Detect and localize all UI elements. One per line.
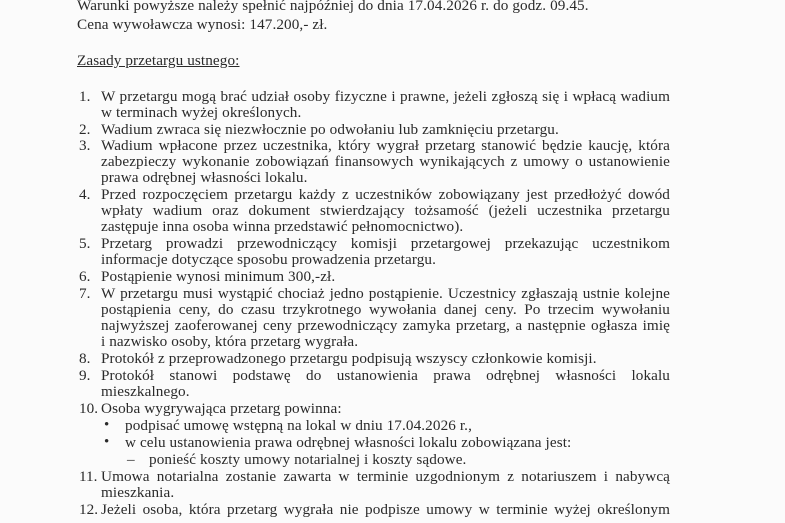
item-number: 6. — [79, 268, 91, 285]
item-2-line-1: Wadium zwraca się niezwłocznie po odwołaniu lub zamknięciu przetargu. — [101, 121, 559, 138]
item-10-dash-1: ponieść koszty umowy notarialnej i koszty sądowe. — [149, 451, 467, 468]
item-4-line-1: Przed rozpoczęciem przetargu każdy z uczestników zobowiązany jest przedłożyć dowód — [101, 186, 670, 203]
item-11-line-2: mieszkania. — [101, 484, 175, 501]
item-7-line-2: postąpienia ceny, do czasu trzykrotnego wywołania danej ceny. Po trzecim wywołaniu — [101, 301, 670, 318]
bullet-icon: • — [104, 417, 110, 433]
item-1-line-2: w terminach wyżej określonych. — [101, 104, 302, 121]
item-number: 3. — [79, 137, 91, 154]
item-11-line-1: Umowa notarialna zostanie zawarta w terminie uzgodnionym z notariuszem i nabywcą — [101, 468, 670, 485]
item-number: 5. — [79, 235, 91, 252]
header-line-price: Cena wywoławcza wynosi: 147.200,- zł. — [77, 16, 328, 33]
item-7-line-4: i nazwisko osoby, która przetarg wygrała. — [101, 333, 359, 350]
item-number: 9. — [79, 367, 91, 384]
item-4-line-3: zastępuje inna osoba winna przedstawić pełnomocnictwo). — [101, 218, 464, 235]
item-9-line-2: mieszkalnego. — [101, 383, 190, 400]
item-3-line-1: Wadium wpłacone przez uczestnika, który wygrał przetarg stanowić będzie kaucję, która — [101, 137, 670, 154]
item-number: 8. — [79, 350, 91, 367]
item-12-line-1: Jeżeli osoba, która przetarg wygrała nie podpisze umowy w terminie wyżej określonym — [101, 501, 670, 518]
item-3-line-3: prawa odrębnej własności lokalu. — [101, 169, 308, 186]
item-3-line-2: zabezpieczy wykonanie zobowiązań finansowych wynikających z umowy o ustanowienie — [101, 153, 670, 170]
item-6-line-1: Postąpienie wynosi minimum 300,-zł. — [101, 268, 336, 285]
item-7-line-3: najwyższej zaoferowanej ceny przewodniczący zamyka przetarg, a następnie ogłasza imię — [101, 317, 670, 334]
item-9-line-1: Protokół stanowi podstawę do ustanowienia prawa odrębnej własności lokalu — [101, 367, 670, 384]
item-number: 10. — [79, 400, 98, 417]
item-number: 4. — [79, 186, 91, 203]
item-number: 7. — [79, 285, 91, 302]
item-number: 11. — [79, 468, 98, 485]
item-8-line-1: Protokół z przeprowadzonego przetargu podpisują wszyscy członkowie komisji. — [101, 350, 597, 367]
item-5-line-1: Przetarg prowadzi przewodniczący komisji przetargowej przekazując uczestnikom — [101, 235, 670, 252]
item-5-line-2: informacje dotyczące sposobu prowadzenia przetargu. — [101, 251, 437, 268]
item-7-line-1: W przetargu musi wystąpić chociaż jedno postąpienie. Uczestnicy zgłaszają ustnie kolejne — [101, 285, 670, 302]
item-number: 1. — [79, 88, 91, 105]
header-line-deadline: Warunki powyższe należy spełnić najpóźniej do dnia 17.04.2026 r. do godz. 09.45. — [77, 0, 589, 14]
item-number: 12. — [79, 501, 98, 518]
dash-marker: – — [127, 451, 135, 468]
item-4-line-2: wpłaty wadium oraz dokument stwierdzający tożsamość (jeżeli uczestnika przetargu — [101, 202, 670, 219]
bullet-icon: • — [104, 434, 110, 450]
rules-title: Zasady przetargu ustnego: — [77, 52, 240, 69]
item-10-line-1: Osoba wygrywająca przetarg powinna: — [101, 400, 342, 417]
item-number: 2. — [79, 121, 91, 138]
item-10-bullet-2: w celu ustanowienia prawa odrębnej własności lokalu zobowiązana jest: — [125, 434, 572, 451]
item-10-bullet-1: podpisać umowę wstępną na lokal w dniu 17.04.2026 r., — [125, 417, 472, 434]
item-1-line-1: W przetargu mogą brać udział osoby fizyczne i prawne, jeżeli zgłoszą się i wpłacą wadium — [101, 88, 670, 105]
